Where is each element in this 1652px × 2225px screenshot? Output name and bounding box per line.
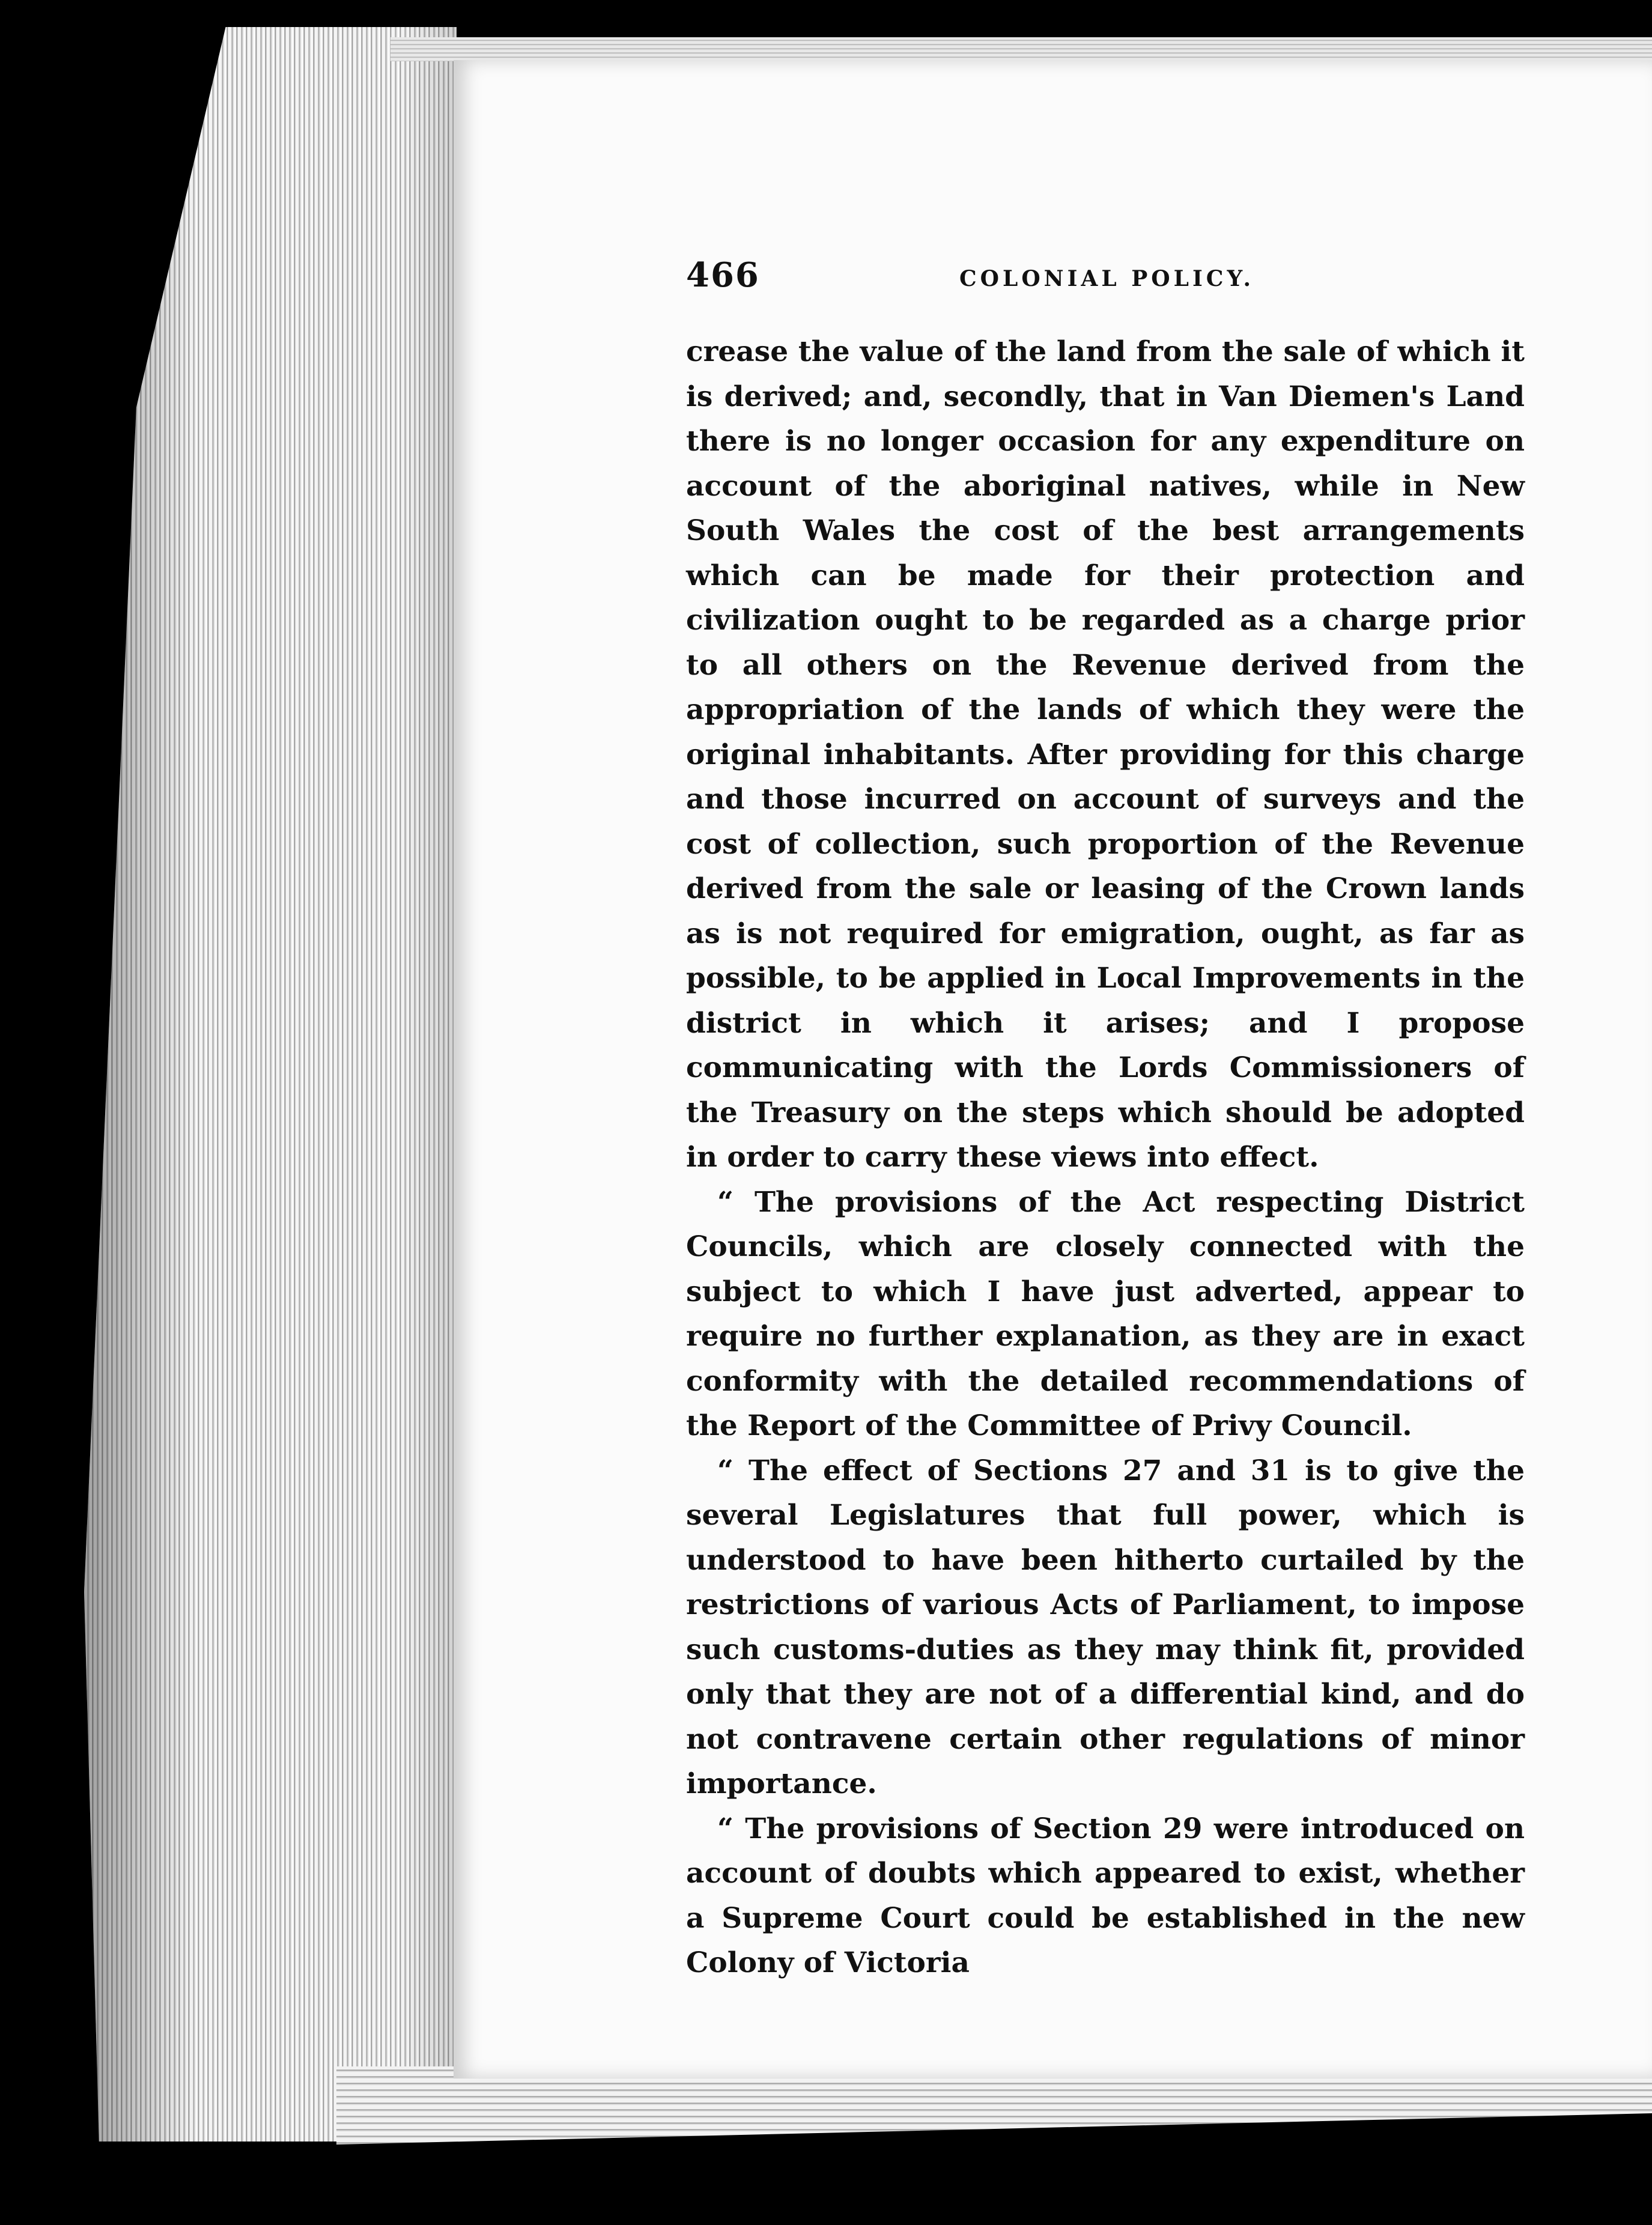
paragraph-section-29: “ The provisions of Section 29 were introduced on account of doubts which appeared to exist, whether a Supreme Court could be established in the new Colony of Victoria: [686, 1812, 1525, 1979]
paragraph-sections-27-31: “ The effect of Sections 27 and 31 is to give the several Legislatures that full power, which is understood to have been hitherto curtailed by the restrictions of various Acts of Parliament, to impose such customs-duties as they may think fit, provided only that they are not of a differential kind, and do not contravene certain other regulations of minor importance.: [686, 1454, 1525, 1800]
book-page-edges: [84, 27, 457, 2142]
book-top-edge: [390, 37, 1652, 61]
running-head: [686, 255, 1525, 303]
paragraph-district-councils: “ The provisions of the Act respecting District Councils, which are closely connected with the subject to which I have just adverted, appear to require no further explanation, as they are in exact conformity with the detailed recommendations of the Report of the Committee of Privy Council.: [686, 1185, 1525, 1442]
paragraph-continued: crease the value of the land from the sale of which it is derived; and, secondly, that in Van Diemen's Land there is no longer occasion for any expenditure on account of the aboriginal natives, while in New South Wales the cost of the best arrangements which can be made for their protection and civilization ought to be regarded as a charge prior to all others on the Revenue derived from the appropriation of the lands of which they were the original inhabitants. After providing for this charge and those incurred on account of surveys and the cost of collection, such proportion of the Revenue derived from the sale or leasing of the Crown lands as is not required for emigration, ought, as far as possible, to be applied in Local Improvements in the district in which it arises; and I propose communicating with the Lords Commissioners of the Treasury on the steps which should be adopted in order to carry these views into effect.: [686, 335, 1525, 1174]
page-text-block: [686, 255, 1525, 1986]
running-head-title: COLONIAL POLICY.: [959, 266, 1255, 291]
page-number: 466: [686, 255, 760, 295]
